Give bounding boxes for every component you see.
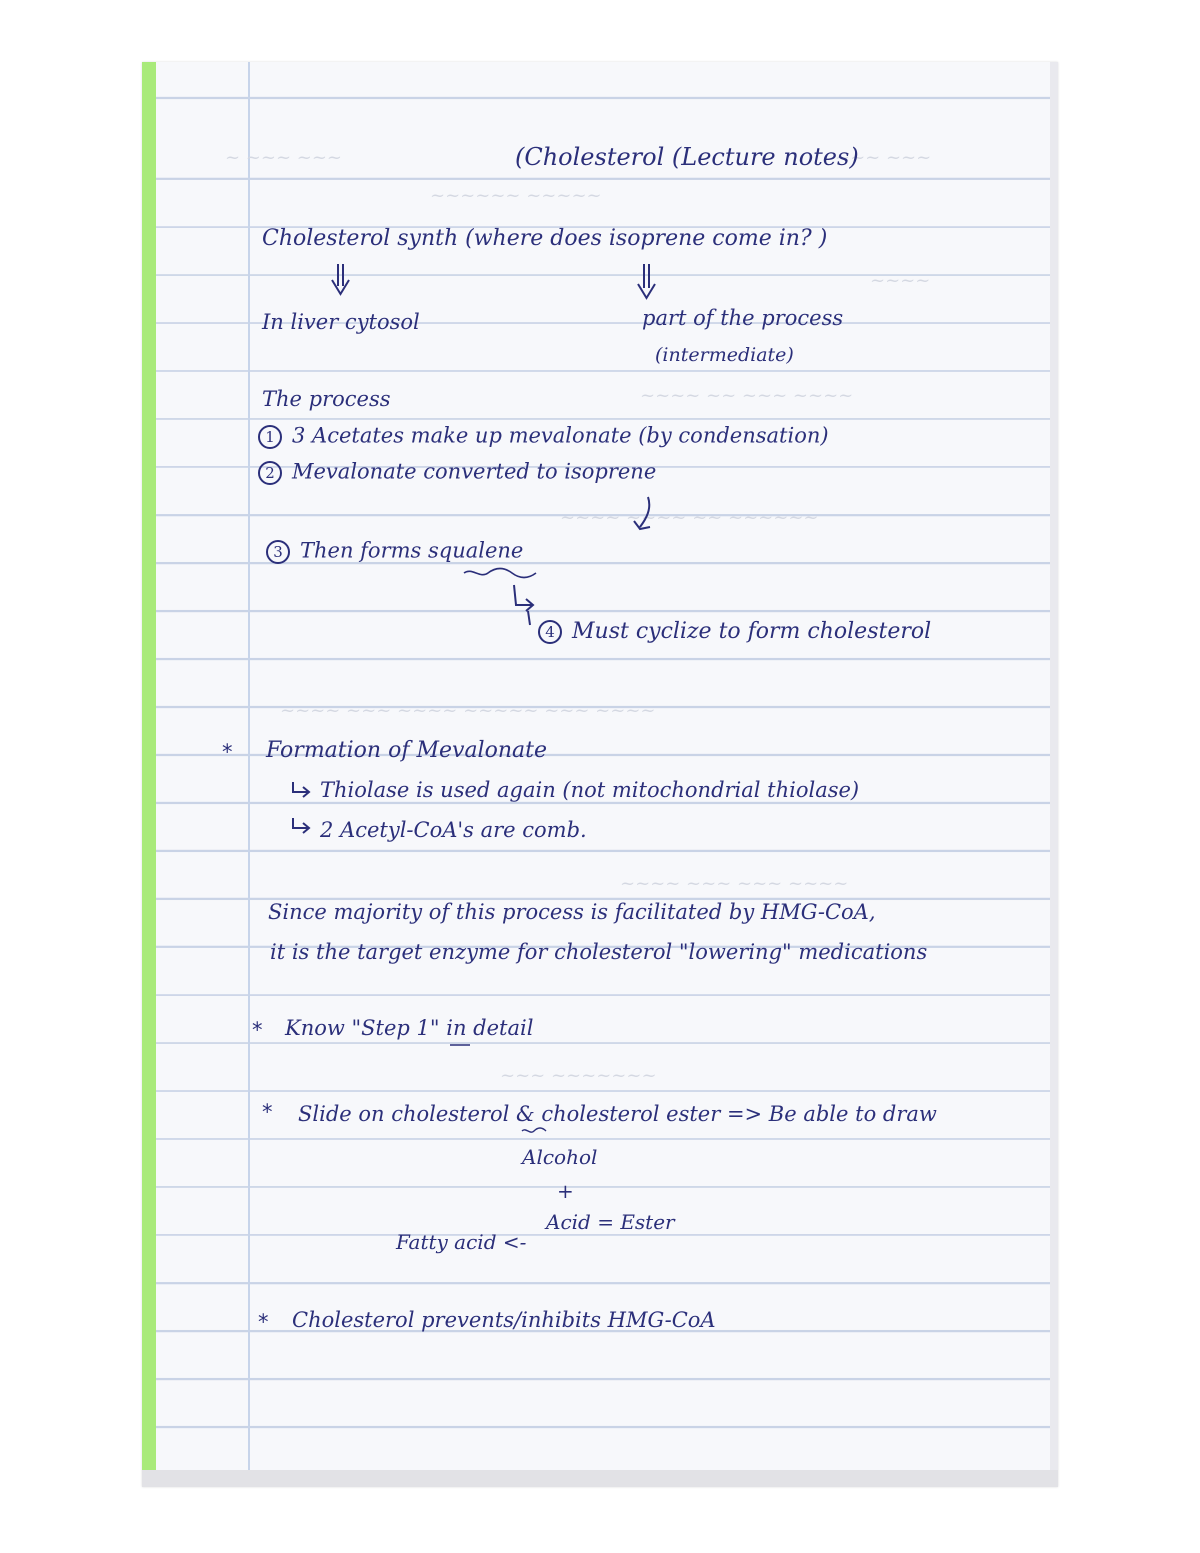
step-3 [266,540,523,564]
synthesis-question: Cholesterol synth (where does isoprene come in? ) [262,226,828,251]
intermediate-note: (intermediate) [655,344,794,366]
plus-sign: + [557,1179,574,1203]
step-number: 3 [266,540,290,564]
inhibition-note: Cholesterol prevents/inhibits HMG-CoA [292,1308,716,1332]
star-bullet: * [258,1310,269,1334]
thiolase-note: Thiolase is used again (not mitochondrial thiolase) [320,778,860,802]
page-title: (Cholesterol (Lecture notes) [515,143,859,171]
step-number: 2 [258,461,282,485]
squiggle-underline [462,567,538,579]
squiggle-underline [520,1127,548,1135]
acid-ester-label: Acid = Ester [546,1210,675,1234]
hook-arrow-icon [508,585,538,630]
step-number: 1 [258,425,282,449]
alcohol-label: Alcohol [522,1145,598,1169]
step-2 [258,461,656,485]
location-note: In liver cytosol [262,310,420,334]
step-text: Must cyclize to form cholesterol [572,619,932,644]
part-of-process-note: part of the process [642,306,844,330]
step-text: Mevalonate converted to isoprene [292,459,657,484]
mevalonate-heading: Formation of Mevalonate [266,738,547,763]
star-bullet: * [252,1018,263,1042]
fatty-acid-label: Fatty acid <- [396,1230,527,1254]
down-arrow-icon [330,264,352,298]
curved-arrow-icon [630,497,660,537]
down-arrow-icon [636,264,658,304]
know-step-note: Know "Step 1" in detail [285,1016,534,1040]
step-1 [258,425,829,449]
process-heading: The process [262,387,391,411]
underline [448,1042,472,1048]
hmg-coa-sentence-2: it is the target enzyme for cholesterol "lowering" medications [270,940,928,964]
slide-note: Slide on cholesterol & cholesterol ester => Be able to draw [298,1102,937,1126]
step-text: 3 Acetates make up mevalonate (by condensation) [292,423,829,448]
step-4 [538,620,931,644]
margin-line [248,62,250,1487]
page-bottom-edge [142,1470,1058,1487]
step-number: 4 [538,620,562,644]
star-bullet: * [262,1100,273,1124]
sub-arrow-icon [290,782,314,802]
step-text: Then forms squalene [300,538,524,563]
page-right-edge [1050,62,1058,1487]
page-edge [142,62,156,1487]
acetyl-note: 2 Acetyl-CoA's are comb. [320,818,587,842]
star-bullet: * [222,740,233,764]
sub-arrow-icon [290,818,314,838]
hmg-coa-sentence-1: Since majority of this process is facilitated by HMG-CoA, [268,900,876,924]
